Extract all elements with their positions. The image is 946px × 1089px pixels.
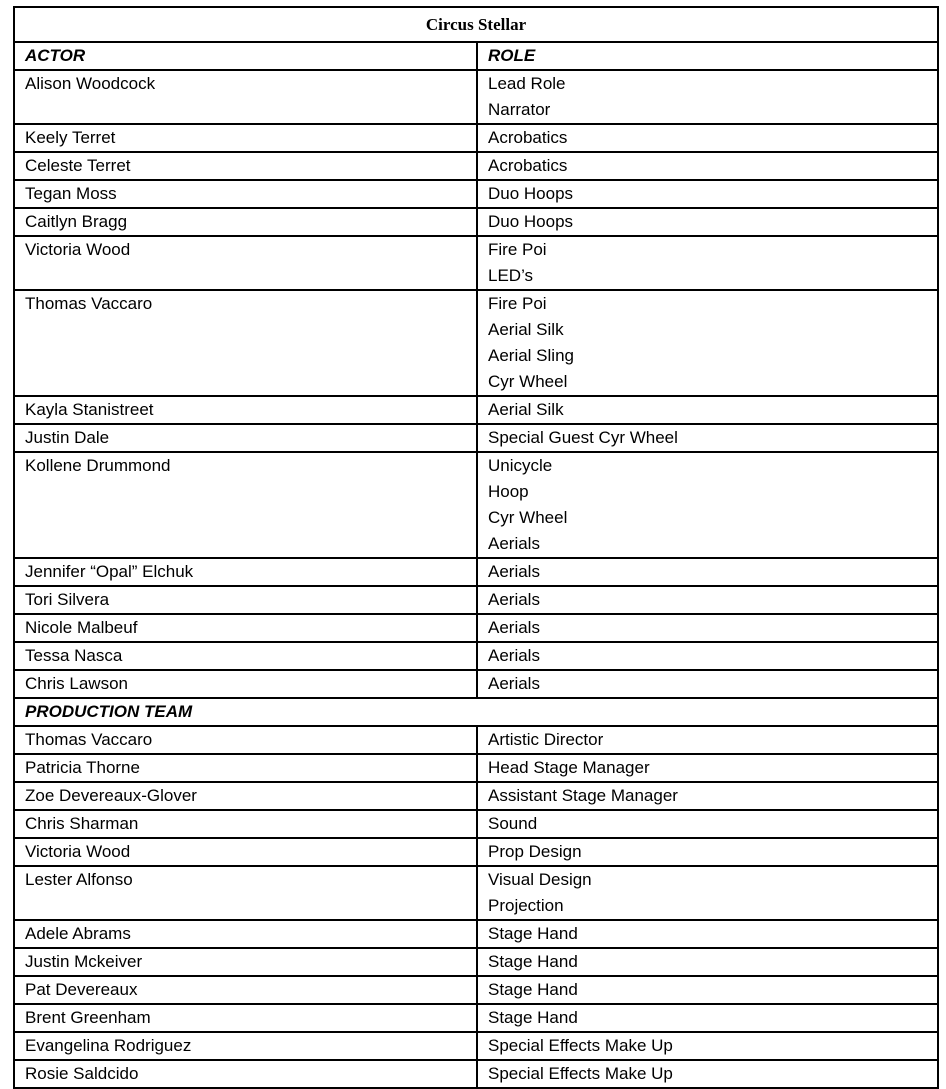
- person-name: Victoria Wood: [14, 838, 477, 866]
- person-name: Caitlyn Bragg: [14, 208, 477, 236]
- person-name: Tori Silvera: [14, 586, 477, 614]
- person-name: Pat Devereaux: [14, 976, 477, 1004]
- table-row: [14, 1060, 938, 1088]
- role-label: Aerials: [488, 534, 540, 553]
- table-row: [14, 614, 938, 642]
- role-label: Narrator: [488, 100, 551, 119]
- person-name: Evangelina Rodriguez: [14, 1032, 477, 1060]
- table-row: [14, 180, 938, 208]
- role-label: Duo Hoops: [488, 184, 574, 203]
- role-cell: [477, 866, 938, 920]
- role-label: Prop Design: [488, 842, 582, 861]
- role-label: Stage Hand: [488, 1008, 578, 1027]
- person-name: Lester Alfonso: [14, 866, 477, 920]
- role-label: Unicycle: [488, 456, 553, 475]
- role-cell: [477, 208, 938, 236]
- table-row: [14, 754, 938, 782]
- table-row: [14, 396, 938, 424]
- table-row: [14, 290, 938, 396]
- table-row: [14, 236, 938, 290]
- role-label: Aerials: [488, 674, 540, 693]
- role-cell: [477, 1032, 938, 1060]
- table-row: [14, 1032, 938, 1060]
- person-name: Justin Dale: [14, 424, 477, 452]
- role-cell: [477, 70, 938, 124]
- person-name: Adele Abrams: [14, 920, 477, 948]
- role-label: Special Effects Make Up: [488, 1064, 673, 1083]
- cast-table-body: [14, 7, 938, 1088]
- role-cell: [477, 948, 938, 976]
- person-name: Tegan Moss: [14, 180, 477, 208]
- person-name: Chris Sharman: [14, 810, 477, 838]
- person-name: Justin Mckeiver: [14, 948, 477, 976]
- table-row: [14, 670, 938, 698]
- role-label: Stage Hand: [488, 952, 578, 971]
- role-cell: [477, 726, 938, 754]
- role-label: Stage Hand: [488, 980, 578, 999]
- role-cell: [477, 810, 938, 838]
- role-label: Aerials: [488, 618, 540, 637]
- person-name: Thomas Vaccaro: [14, 726, 477, 754]
- role-label: Lead Role: [488, 74, 566, 93]
- role-label: Artistic Director: [488, 730, 604, 749]
- person-name: Rosie Saldcido: [14, 1060, 477, 1088]
- role-label: Acrobatics: [488, 128, 568, 147]
- role-label: Acrobatics: [488, 156, 568, 175]
- header-row: [14, 42, 938, 70]
- person-name: Nicole Malbeuf: [14, 614, 477, 642]
- role-cell: [477, 558, 938, 586]
- person-name: Tessa Nasca: [14, 642, 477, 670]
- person-name: Thomas Vaccaro: [14, 290, 477, 396]
- role-label: Aerials: [488, 562, 540, 581]
- cast-table: [13, 6, 939, 1089]
- role-label: Fire Poi: [488, 240, 547, 259]
- role-cell: [477, 180, 938, 208]
- role-cell: [477, 1004, 938, 1032]
- table-row: [14, 810, 938, 838]
- table-row: [14, 124, 938, 152]
- role-label: Aerials: [488, 646, 540, 665]
- person-name: Kayla Stanistreet: [14, 396, 477, 424]
- role-label: Stage Hand: [488, 924, 578, 943]
- person-name: Kollene Drummond: [14, 452, 477, 558]
- table-row: [14, 642, 938, 670]
- actor-header: ACTOR: [14, 42, 477, 70]
- role-label: Head Stage Manager: [488, 758, 650, 777]
- person-name: Patricia Thorne: [14, 754, 477, 782]
- table-row: [14, 70, 938, 124]
- person-name: Alison Woodcock: [14, 70, 477, 124]
- person-name: Brent Greenham: [14, 1004, 477, 1032]
- person-name: Victoria Wood: [14, 236, 477, 290]
- role-label: Aerial Sling: [488, 346, 574, 365]
- role-label: Sound: [488, 814, 538, 833]
- role-label: Cyr Wheel: [488, 508, 568, 527]
- role-label: Aerial Silk: [488, 320, 564, 339]
- role-label: LED’s: [488, 266, 534, 285]
- role-cell: [477, 152, 938, 180]
- role-cell: [477, 642, 938, 670]
- table-row: [14, 152, 938, 180]
- table-row: [14, 726, 938, 754]
- table-row: [14, 424, 938, 452]
- table-row: [14, 452, 938, 558]
- table-row: [14, 948, 938, 976]
- role-header: ROLE: [477, 42, 938, 70]
- role-label: Assistant Stage Manager: [488, 786, 678, 805]
- person-name: Chris Lawson: [14, 670, 477, 698]
- table-row: [14, 782, 938, 810]
- role-label: Cyr Wheel: [488, 372, 568, 391]
- person-name: Jennifer “Opal” Elchuk: [14, 558, 477, 586]
- role-cell: [477, 452, 938, 558]
- role-label: Fire Poi: [488, 294, 547, 313]
- role-cell: [477, 838, 938, 866]
- role-cell: [477, 1060, 938, 1088]
- table-row: [14, 558, 938, 586]
- role-label: Duo Hoops: [488, 212, 574, 231]
- person-name: Keely Terret: [14, 124, 477, 152]
- role-cell: [477, 614, 938, 642]
- role-label: Special Effects Make Up: [488, 1036, 673, 1055]
- role-cell: [477, 424, 938, 452]
- table-row: [14, 920, 938, 948]
- role-cell: [477, 754, 938, 782]
- role-label: Visual Design: [488, 870, 592, 889]
- role-cell: [477, 396, 938, 424]
- role-label: Hoop: [488, 482, 529, 501]
- table-row: [14, 976, 938, 1004]
- document: [13, 6, 937, 1089]
- table-row: [14, 838, 938, 866]
- role-cell: [477, 920, 938, 948]
- role-cell: [477, 236, 938, 290]
- production-team-header: PRODUCTION TEAM: [14, 698, 938, 726]
- role-label: Projection: [488, 896, 564, 915]
- table-row: [14, 208, 938, 236]
- person-name: Celeste Terret: [14, 152, 477, 180]
- person-name: Zoe Devereaux-Glover: [14, 782, 477, 810]
- table-row: [14, 1004, 938, 1032]
- table-row: [14, 866, 938, 920]
- table-row: [14, 586, 938, 614]
- role-cell: [477, 290, 938, 396]
- role-label: Aerials: [488, 590, 540, 609]
- role-cell: [477, 670, 938, 698]
- title-row: [14, 7, 938, 42]
- role-cell: [477, 782, 938, 810]
- role-label: Special Guest Cyr Wheel: [488, 428, 678, 447]
- role-label: Aerial Silk: [488, 400, 564, 419]
- page-title: Circus Stellar: [14, 7, 938, 42]
- role-cell: [477, 586, 938, 614]
- role-cell: [477, 124, 938, 152]
- production-team-header-row: [14, 698, 938, 726]
- role-cell: [477, 976, 938, 1004]
